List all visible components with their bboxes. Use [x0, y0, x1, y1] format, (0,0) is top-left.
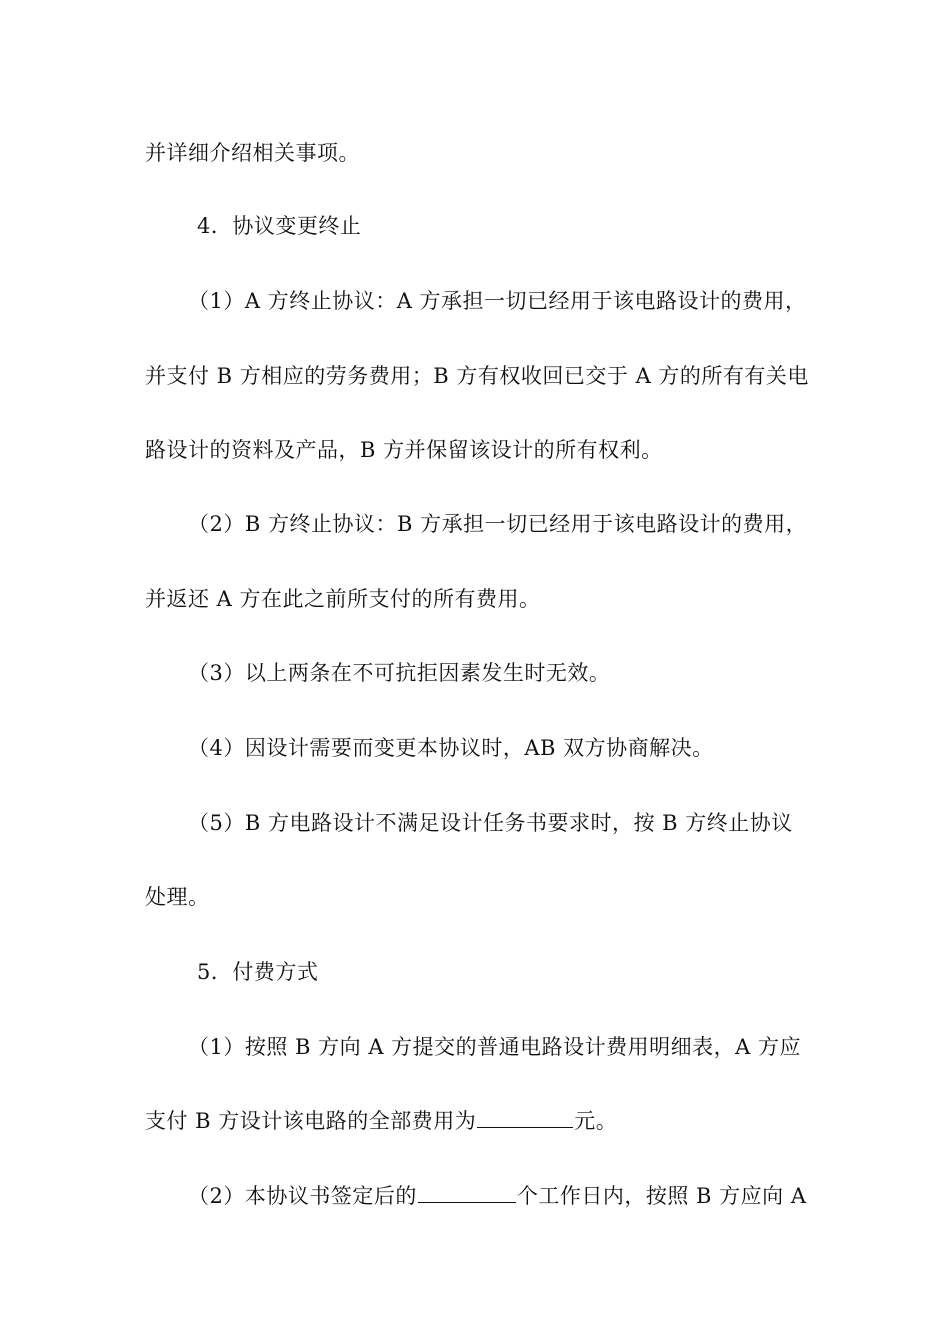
- line-text-before-blank: 支付 B 方设计该电路的全部费用为: [145, 1109, 477, 1133]
- section-heading: 5．付费方式: [197, 960, 319, 984]
- line-text-after-blank: 元。: [574, 1109, 618, 1133]
- section-heading: 4．协议变更终止: [197, 214, 362, 238]
- fill-in-blank: [418, 1182, 516, 1203]
- paragraph-line-with-blank: [145, 1107, 825, 1135]
- paragraph-line: 路设计的资料及产品，B 方并保留该设计的所有权利。: [145, 438, 663, 462]
- paragraph-line: （4）因设计需要而变更本协议时，AB 双方协商解决。: [188, 736, 714, 760]
- paragraph-line: 并详细介绍相关事项。: [145, 141, 360, 165]
- paragraph-line: （3）以上两条在不可抗拒因素发生时无效。: [188, 661, 611, 685]
- paragraph-line: 处理。: [145, 885, 210, 909]
- paragraph-line: （2）B 方终止协议：B 方承担一切已经用于该电路设计的费用，: [188, 512, 808, 536]
- paragraph-line: （1）A 方终止协议：A 方承担一切已经用于该电路设计的费用，: [188, 289, 807, 313]
- paragraph-line: （5）B 方电路设计不满足设计任务书要求时，按 B 方终止协议: [188, 811, 793, 835]
- paragraph-line: 并支付 B 方相应的劳务费用；B 方有权收回已交于 A 方的所有有关电: [145, 364, 809, 388]
- paragraph-line: 并返还 A 方在此之前所支付的所有费用。: [145, 587, 541, 611]
- line-text-before-blank: （2）本协议书签定后的: [188, 1184, 417, 1208]
- fill-in-blank: [477, 1107, 573, 1128]
- paragraph-line: （1）按照 B 方向 A 方提交的普通电路设计费用明细表，A 方应: [188, 1035, 801, 1059]
- paragraph-line-with-blank: [188, 1182, 868, 1210]
- line-text-after-blank: 个工作日内，按照 B 方应向 A: [516, 1184, 807, 1208]
